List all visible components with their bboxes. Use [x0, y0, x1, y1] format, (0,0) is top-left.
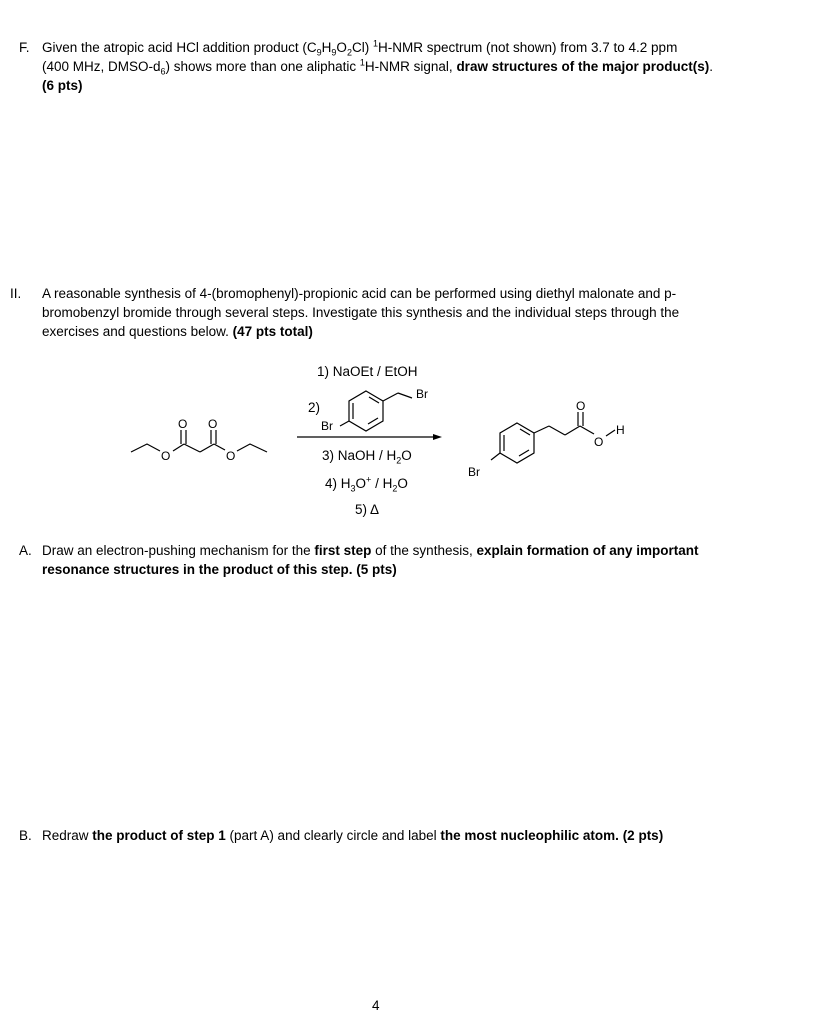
product-hydroxyl-oxygen: O: [594, 435, 604, 449]
reagent-step-5: 5) Δ: [355, 502, 380, 517]
section-f-points: (6 pts): [42, 78, 83, 93]
carbonyl-oxygen-left: O: [178, 417, 188, 431]
reagent-step-1: 1) NaOEt / EtOH: [317, 364, 418, 379]
part-a-label: A.: [19, 543, 32, 558]
section-ii-line-3: exercises and questions below. (47 pts total): [42, 324, 313, 339]
reagent-step-4: 4) $H_3O^+ / H_2O$: [325, 474, 408, 494]
section-f-line-1: Given the atropic acid HCl addition product $(C_9H_9O_2Cl)$ $^1$H-NMR spectrum (not shown) from 3.7 to 4.2 ppm: [42, 38, 678, 58]
br-label-product: Br: [468, 465, 480, 479]
br-label-aryl-reagent: Br: [321, 419, 333, 433]
section-f-label: F.: [19, 40, 30, 55]
br-label-benzylic: Br: [416, 387, 428, 401]
part-b-label: B.: [19, 828, 32, 843]
ester-oxygen-left: O: [161, 449, 171, 463]
section-ii-line-2: bromobenzyl bromide through several steps. Investigate this synthesis and the individual steps through the: [42, 305, 680, 320]
part-a-line-1: Draw an electron-pushing mechanism for the first step of the synthesis, explain formation of any important: [42, 543, 699, 558]
reagent-step-2-label: 2): [308, 400, 321, 415]
section-f-line-2: (400 MHz, DMSO-$d_6$) shows more than one aliphatic $^1$H-NMR signal, draw structures of the major product(s).: [42, 57, 713, 77]
product-hydroxyl-hydrogen: H: [616, 423, 625, 437]
part-a-line-2: resonance structures in the product of this step. (5 pts): [42, 562, 397, 577]
part-b-question: Redraw the product of step 1 (part A) and clearly circle and label the most nucleophilic atom. (2 pts): [42, 828, 664, 843]
ester-oxygen-right: O: [226, 449, 236, 463]
section-ii-line-1: A reasonable synthesis of 4-(bromophenyl)-propionic acid can be performed using diethyl malonate and p-: [42, 286, 677, 301]
carbonyl-oxygen-right: O: [208, 417, 218, 431]
reagent-step-3: 3) NaOH / $H_2O$: [322, 448, 412, 466]
product-carbonyl-oxygen: O: [576, 399, 586, 413]
page-number: 4: [372, 998, 380, 1013]
part-a-question: [42, 541, 752, 579]
section-ii-label: II.: [10, 286, 22, 301]
